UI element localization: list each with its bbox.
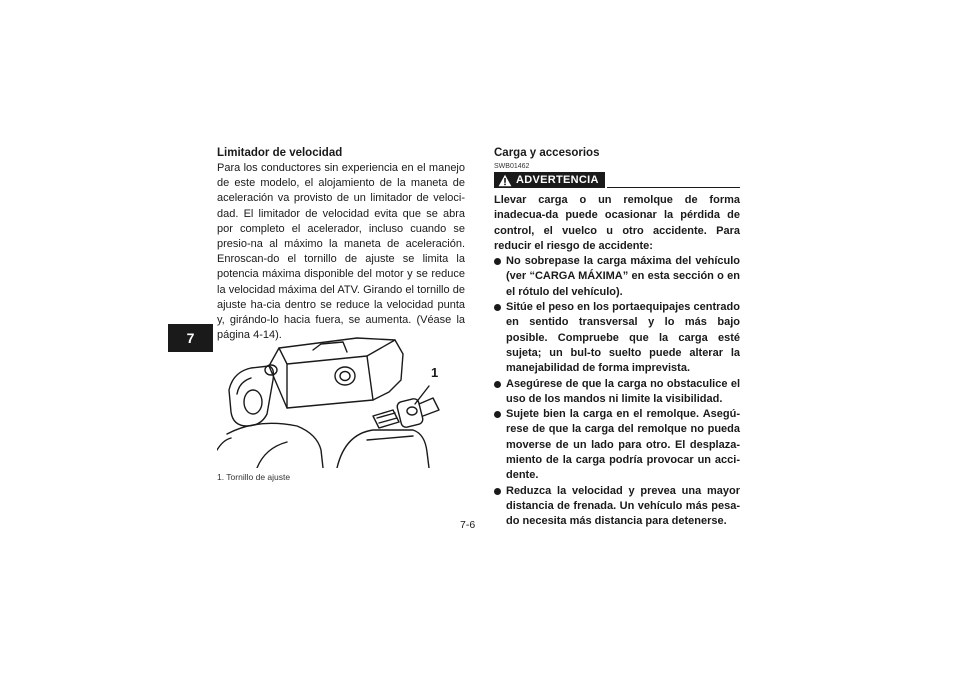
- warning-bullets: [494, 254, 740, 529]
- figure-caption: 1. Tornillo de ajuste: [217, 472, 291, 482]
- page-number: 7-6: [460, 519, 476, 531]
- bullet-icon: [494, 411, 501, 418]
- speed-limiter-paragraph: Para los conductores sin experiencia en el manejo de este modelo, el alojamiento de la maneta de aceleración va provisto de un limitador de veloci-dad. El limitador de velocidad evita que se abra por completo el acelerador, incluso cuando se presio-na al máximo la maneta de aceleración. Enroscan-do el tornillo de ajuste se limita la potencia máxima disponible del motor y se reduce la velocidad máxima del ATV. Girando el tornillo de ajuste ha-cia dentro se reduce la velocidad punta y, girándo-lo hacia fuera, se aumenta. (Véase la página 4-14).: [217, 162, 465, 342]
- bullet-icon: [494, 488, 501, 495]
- bullet-icon: [494, 258, 501, 265]
- right-column: [494, 146, 740, 530]
- chapter-tab: 7: [168, 324, 213, 352]
- callout-number: 1: [431, 365, 439, 380]
- list-item: [494, 300, 740, 376]
- list-item: [494, 377, 740, 408]
- warning-badge: [494, 172, 605, 188]
- list-item-text: Reduzca la velocidad y prevea una mayor distancia de frenada. Un vehículo más pesa-do necesita más distancia para detenerse.: [506, 484, 740, 528]
- warning-triangle-icon: [498, 174, 512, 187]
- list-item-text: Asegúrese de que la carga no obstaculice el uso de los mandos ni limite la visibilidad.: [506, 377, 740, 405]
- list-item-text: No sobrepase la carga máxima del vehículo (ver “CARGA MÁXIMA” en esta sección o en el rótulo del vehículo).: [506, 255, 740, 298]
- throttle-illustration: [217, 330, 465, 468]
- list-item: [494, 484, 740, 530]
- bullet-icon: [494, 304, 501, 311]
- section-title-load: Carga y accesorios: [494, 147, 600, 159]
- list-item: [494, 407, 740, 483]
- warning-header: [494, 172, 740, 188]
- list-item-text: Sujete bien la carga en el remolque. Asegú-rese de que la carga del remolque no pueda moverse de un lado para otro. El desplaza-miento de la carga podría provocar un acci-dente.: [506, 408, 740, 482]
- warning-code: SWB01462: [494, 163, 530, 170]
- list-item-text: Sitúe el peso en los portaequipajes centrado en sentido transversal y lo más bajo posible. Compruebe que la carga esté sujeta; un bul-to suelto puede alterar la manejabilidad de forma imprevista.: [506, 301, 740, 375]
- list-item: [494, 254, 740, 300]
- warning-label: ADVERTENCIA: [516, 174, 599, 186]
- warning-rule: [607, 187, 740, 188]
- section-title-speed-limiter: Limitador de velocidad: [217, 147, 343, 159]
- bullet-icon: [494, 381, 501, 388]
- left-column: [217, 146, 465, 343]
- throttle-housing-drawing: [217, 330, 465, 468]
- warning-text: Llevar carga o un remolque de forma inadecua-da puede ocasionar la pérdida de control, el vuelco u otro accidente. Para reducir el riesgo de accidente:: [494, 194, 740, 252]
